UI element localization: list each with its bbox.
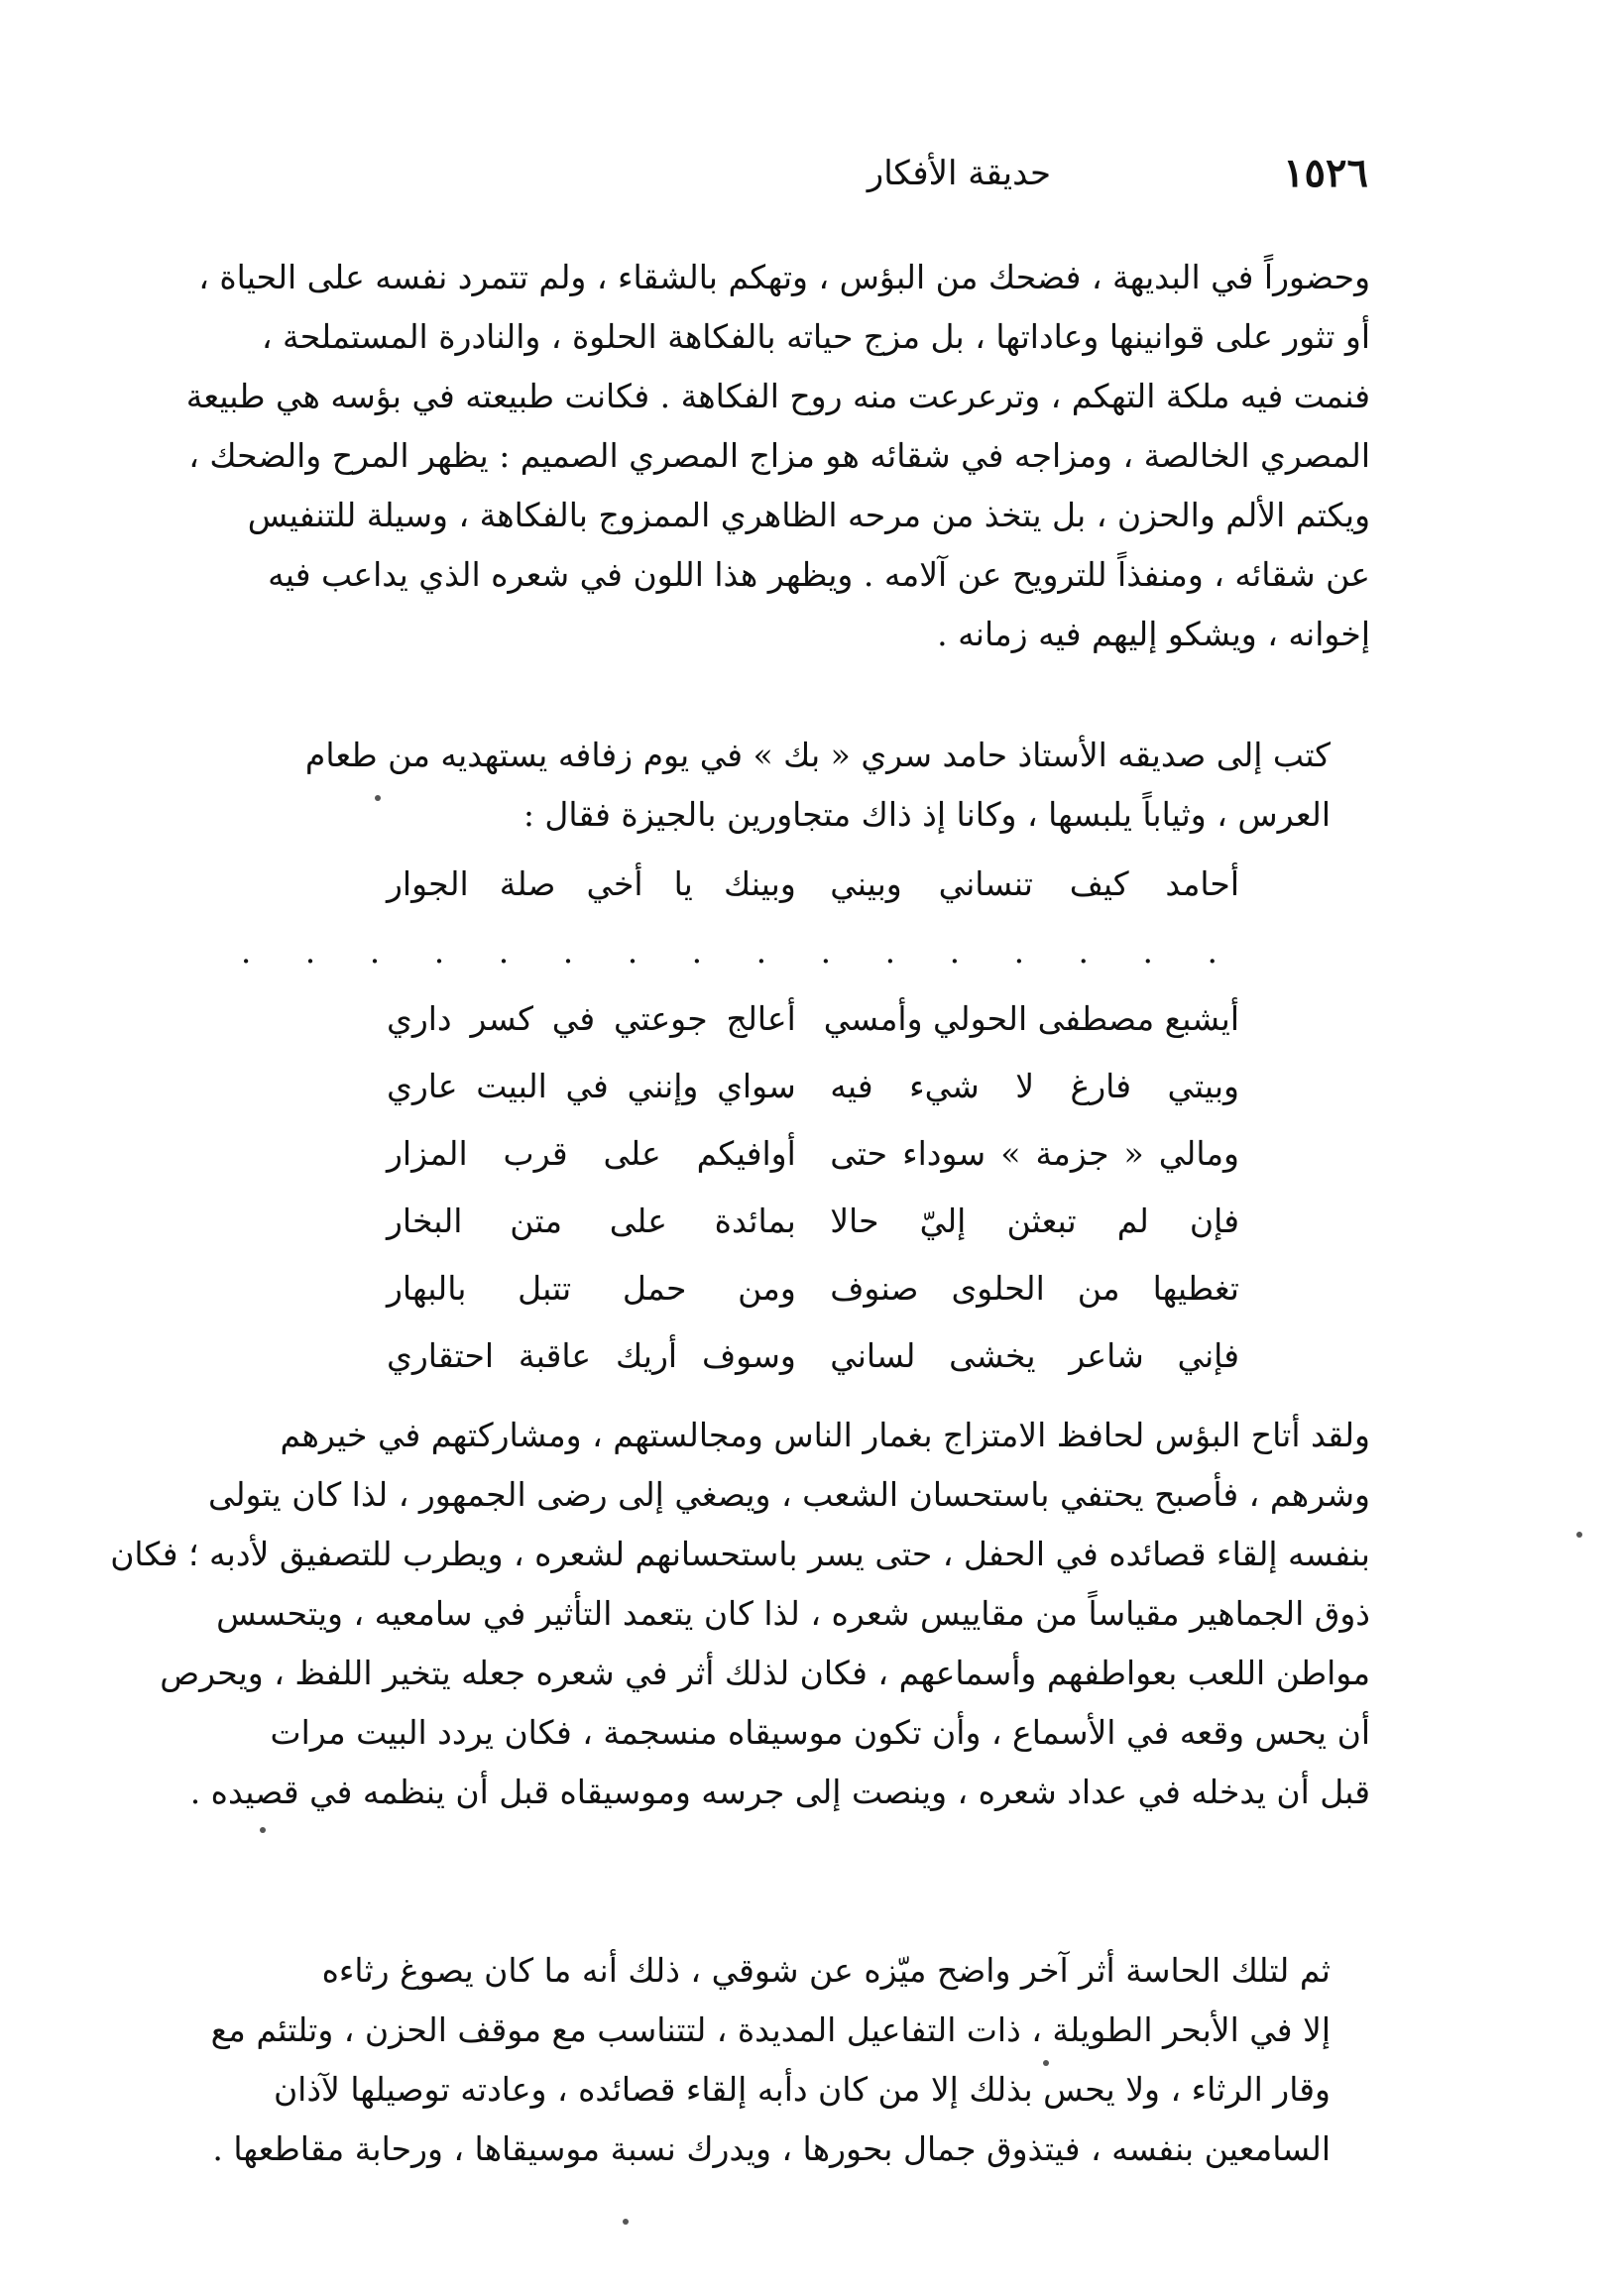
text-line: المصري الخالصة ، ومزاجه في شقائه هو مزاج المصري الصميم : يظهر المرح والضحك ، [188, 436, 1370, 475]
text-line: مواطن اللعب بعواطفهم وأسماعهم ، فكان لذلك أثر في شعره جعله يتخير اللفظ ، ويحرص [160, 1654, 1370, 1692]
second-hemistich: أوافيكم على قرب المزار [387, 1134, 796, 1173]
text-line: وحضوراً في البديهة ، فضحك من البؤس ، وتهكم بالشقاء ، ولم تتمرد نفسه على الحياة ، [198, 258, 1370, 296]
first-hemistich: وبيتي فارغ لا شيء فيه [830, 1067, 1239, 1105]
second-hemistich: سواي وإنني في البيت عاري [387, 1067, 796, 1105]
text-line: ويكتم الألم والحزن ، بل يتخذ من مرحه الظاهري الممزوج بالفكاهة ، وسيلة للتنفيس [247, 496, 1370, 534]
text-line: ذوق الجماهير مقياساً من مقاييس شعره ، لذا كان يتعمد التأثير في سامعيه ، ويتحسس [216, 1594, 1370, 1633]
paragraph-1 [185, 248, 1370, 664]
second-hemistich: ومن حمل تتبل بالبهار [387, 1269, 796, 1308]
poem [240, 851, 1239, 1390]
text-line: إخوانه ، ويشكو إليهم فيه زمانه . [937, 615, 1370, 653]
text-line: وقار الرثاء ، ولا يحس بذلك إلا من كان دأبه إلقاء قصائده ، وعادته توصيلها لآذان [273, 2070, 1331, 2109]
text-line: فنمت فيه ملكة التهكم ، وترعرعت منه روح الفكاهة . فكانت طبيعته في بؤسه هي طبيعة [185, 377, 1370, 415]
second-hemistich: وبينك يا أخي صلة الجوار [387, 864, 796, 903]
text-line: عن شقائه ، ومنفذاً للترويح عن آلامه . ويظهر هذا اللون في شعره الذي يداعب فيه [268, 555, 1370, 594]
poem-verse [387, 851, 1239, 918]
first-hemistich: فإني شاعر يخشى لساني [830, 1336, 1239, 1375]
scan-speck [260, 1827, 266, 1833]
scan-speck [375, 795, 381, 801]
scan-speck [1576, 1532, 1582, 1538]
scan-speck [623, 2219, 629, 2225]
poem-verse [387, 1053, 1239, 1120]
text-line: بنفسه إلقاء قصائده في الحفل ، حتى يسر باستحسانهم لشعره ، ويطرب للتصفيق لأدبه ؛ فكان [110, 1535, 1370, 1573]
poem-verse [387, 1188, 1239, 1255]
text-line: إلا في الأبحر الطويلة ، ذات التفاعيل المديدة ، لتتناسب مع موقف الحزن ، وتلتئم مع [210, 2010, 1331, 2049]
poem-verse [387, 1255, 1239, 1322]
page-header [258, 149, 1368, 198]
text-line: ولقد أتاح البؤس لحافظ الامتزاج بغمار الناس ومجالستهم ، ومشاركتهم في خيرهم [280, 1416, 1370, 1454]
paragraph-4 [210, 1941, 1370, 2179]
first-hemistich: أحامد كيف تنساني وبيني [830, 864, 1239, 903]
first-hemistich: تغطيها من الحلوى صنوف [830, 1269, 1239, 1308]
first-hemistich: أيشبع مصطفى الحولي وأمسي [823, 999, 1239, 1038]
running-title: حديقة الأفكار [867, 154, 1051, 193]
page-number: ١٥٢٦ [1283, 150, 1368, 196]
omission-marker: . . . . . . . . . . . . . . . . [240, 932, 1239, 971]
second-hemistich: وسوف أريك عاقبة احتقاري [387, 1336, 796, 1375]
text-line: كتب إلى صديقه الأستاذ حامد سري « بك » في يوم زفافه يستهديه من طعام [304, 736, 1331, 774]
text-line: العرس ، وثياباً يلبسها ، وكانا إذ ذاك متجاورين بالجيزة فقال : [522, 795, 1331, 834]
poem-verse [387, 1322, 1239, 1390]
text-line: السامعين بنفسه ، فيتذوق جمال بحورها ، ويدرك نسبة موسيقاها ، ورحابة مقاطعها . [212, 2129, 1331, 2168]
text-line: ثم لتلك الحاسة أثر آخر واضح ميّزه عن شوقي ، ذلك أنه ما كان يصوغ رثاءه [321, 1951, 1331, 1990]
poem-verse [387, 985, 1239, 1053]
text-line: أن يحس وقعه في الأسماع ، وأن تكون موسيقاه منسجمة ، فكان يردد البيت مرات [270, 1713, 1370, 1752]
scan-speck [1043, 2060, 1049, 2066]
first-hemistich: ومالي « جزمة » سوداء حتى [830, 1134, 1239, 1173]
text-line: أو تثور على قوانينها وعاداتها ، بل مزج حياته بالفكاهة الحلوة ، والنادرة المستملحة ، [261, 317, 1370, 356]
second-hemistich: أعالج جوعتي في كسر داري [387, 999, 796, 1038]
first-hemistich: فإن لم تبعثن إليّ حالا [830, 1202, 1239, 1240]
text-line: قبل أن يدخله في عداد شعره ، وينصت إلى جرسه وموسيقاه قبل أن ينظمه في قصيده . [189, 1773, 1370, 1811]
text-line: وشرهم ، فأصبح يحتفي باستحسان الشعب ، ويصغي إلى رضى الجمهور ، لذا كان يتولى [207, 1475, 1370, 1514]
second-hemistich: بمائدة على متن البخار [387, 1202, 796, 1240]
paragraph-3 [110, 1406, 1370, 1822]
poem-verse [387, 1120, 1239, 1188]
paragraph-2 [256, 726, 1370, 845]
